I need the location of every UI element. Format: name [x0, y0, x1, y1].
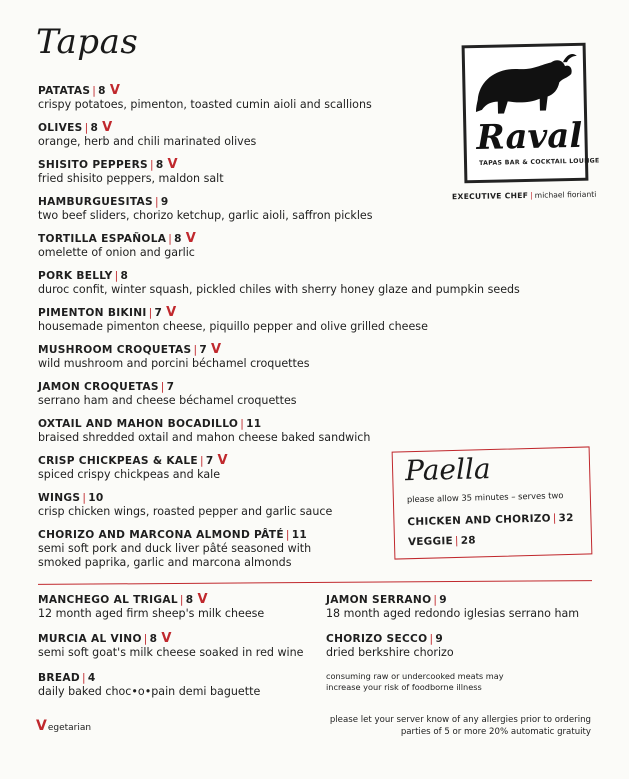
item-name: TORTILLA ESPAÑOLA	[38, 233, 167, 245]
section-divider	[38, 580, 592, 585]
menu-item	[38, 121, 508, 158]
vegetarian-icon: V	[161, 631, 172, 646]
item-price: 9	[160, 196, 169, 208]
paella-item-name: CHICKEN AND CHORIZO	[407, 512, 551, 529]
item-name-line	[38, 593, 328, 607]
item-name: OLIVES	[38, 122, 83, 134]
price-separator: |	[285, 529, 290, 541]
item-name-line	[38, 380, 508, 394]
item-description: semi soft pork and duck liver pâté seasoned with	[38, 542, 312, 555]
item-name: HAMBURGUESITAS	[38, 196, 153, 208]
item-price: 8	[90, 122, 99, 134]
paella-item	[408, 534, 476, 548]
paella-box	[392, 446, 593, 559]
item-description: fried shisito peppers, maldon salt	[38, 172, 224, 185]
item-price: 7	[205, 455, 214, 467]
item-description: spiced crispy chickpeas and kale	[38, 468, 221, 481]
item-price: 8	[185, 594, 194, 606]
menu-item	[38, 84, 508, 121]
item-name-line	[38, 343, 508, 357]
chef-role: EXECUTIVE CHEF	[451, 190, 529, 202]
price-separator: |	[114, 270, 119, 282]
item-description: smoked paprika, garlic and marcona almonds	[38, 556, 292, 569]
item-description: 18 month aged redondo iglesias serrano ham	[326, 607, 580, 620]
item-name-line	[38, 632, 328, 646]
item-name-line	[326, 632, 606, 646]
item-price: 7	[154, 307, 163, 319]
vegetarian-icon: V	[185, 231, 197, 246]
menu-item	[38, 671, 328, 710]
item-name: CHORIZO SECCO	[326, 633, 428, 645]
menu-item	[38, 343, 508, 380]
chef-separator: |	[530, 190, 533, 200]
chef-name: michael fiorianti	[534, 189, 597, 200]
gratuity-note: parties of 5 or more 20% automatic gratuity	[400, 727, 591, 737]
menu-item	[326, 593, 606, 632]
item-name: CHORIZO AND MARCONA ALMOND PÂTÉ	[38, 529, 284, 541]
paella-item-price: 28	[460, 534, 476, 547]
item-price: 8	[98, 85, 106, 97]
item-description: semi soft goat's milk cheese soaked in red wine	[38, 646, 304, 659]
price-separator: |	[81, 672, 86, 684]
menu-item	[38, 593, 328, 632]
price-separator: |	[143, 633, 148, 645]
item-description: daily baked choc•o•pain demi baguette	[38, 685, 261, 698]
paella-item-price: 32	[558, 511, 574, 525]
item-price: 10	[88, 492, 104, 504]
item-price: 8	[155, 159, 164, 171]
price-separator: |	[240, 418, 245, 430]
item-description: duroc confit, winter squash, pickled chiles with sherry honey glaze and pumpkin seeds	[38, 283, 520, 296]
price-separator: |	[160, 381, 165, 393]
price-separator: |	[82, 492, 87, 504]
menu-item	[38, 306, 508, 343]
allergy-note: please let your server know of any allergies prior to ordering	[329, 715, 591, 725]
price-separator: |	[552, 512, 557, 525]
price-separator: |	[429, 633, 434, 645]
menu-item	[38, 632, 328, 671]
vegetarian-icon: V	[166, 305, 177, 320]
paella-note: please allow 35 minutes – serves two	[406, 490, 564, 505]
price-separator: |	[193, 344, 198, 356]
item-name-line	[38, 306, 508, 320]
item-description: serrano ham and cheese béchamel croquettes	[38, 394, 297, 407]
vegetarian-icon: V	[197, 592, 208, 607]
menu-item	[38, 232, 508, 269]
item-description: crispy potatoes, pimenton, toasted cumin aioli and scallions	[38, 98, 372, 111]
item-name: PATATAS	[38, 85, 91, 97]
footer-note	[330, 714, 591, 738]
item-price: 7	[166, 381, 175, 393]
item-name: MUSHROOM CROQUETAS	[38, 344, 192, 356]
menu-item	[38, 195, 508, 232]
item-name: OXTAIL AND MAHON BOCADILLO	[38, 418, 239, 430]
vegetarian-icon: V	[36, 718, 47, 734]
item-name-line	[38, 671, 328, 685]
paella-item	[407, 512, 573, 528]
item-name: MANCHEGO AL TRIGAL	[38, 594, 178, 606]
price-separator: |	[168, 233, 173, 245]
raw-food-warning: consuming raw or undercooked meats may increase your risk of foodborne illness	[326, 671, 504, 692]
meats-list	[326, 593, 606, 692]
item-name: CRISP CHICKPEAS & KALE	[38, 455, 198, 467]
item-name-line	[326, 593, 606, 607]
item-name-line	[38, 195, 508, 209]
item-price: 8	[149, 633, 158, 645]
menu-title: Tapas	[36, 22, 139, 62]
menu-item	[38, 380, 508, 417]
price-separator: |	[149, 159, 154, 171]
item-description: 12 month aged firm sheep's milk cheese	[38, 607, 265, 620]
item-name: BREAD	[38, 672, 80, 684]
item-price: 11	[246, 418, 262, 430]
legend-label: egetarian	[47, 723, 92, 733]
restaurant-logo	[462, 43, 600, 184]
item-description: omelette of onion and garlic	[38, 246, 195, 259]
price-separator: |	[92, 85, 97, 97]
item-price: 9	[439, 594, 447, 606]
price-separator: |	[433, 594, 438, 606]
item-description: crisp chicken wings, roasted pepper and garlic sauce	[38, 505, 333, 518]
item-name-line	[38, 158, 508, 172]
vegetarian-icon: V	[217, 453, 228, 468]
menu-item	[38, 158, 508, 195]
item-description: wild mushroom and porcini béchamel croquettes	[38, 357, 310, 370]
item-name-line	[38, 417, 508, 431]
item-description: two beef sliders, chorizo ketchup, garlic aioli, saffron pickles	[38, 209, 373, 222]
price-separator: |	[148, 307, 153, 319]
item-description: braised shredded oxtail and mahon cheese baked sandwich	[38, 431, 371, 444]
menu-item	[38, 417, 508, 454]
item-price: 8	[120, 270, 129, 282]
item-price: 9	[435, 633, 443, 645]
item-price: 11	[291, 529, 308, 541]
item-name: WINGS	[38, 492, 81, 504]
price-separator: |	[179, 594, 184, 606]
item-name: JAMON SERRANO	[326, 594, 432, 606]
paella-title: Paella	[404, 452, 491, 488]
vegetarian-legend	[36, 718, 91, 734]
vegetarian-icon: V	[102, 120, 113, 135]
executive-chef	[452, 190, 596, 202]
logo-name: Raval	[476, 115, 583, 159]
price-separator: |	[199, 455, 204, 467]
item-name: MURCIA AL VINO	[38, 633, 142, 645]
vegetarian-icon: V	[109, 83, 121, 98]
item-name: PORK BELLY	[38, 270, 113, 282]
menu-item	[326, 632, 606, 671]
item-name-line	[38, 232, 508, 246]
vegetarian-icon: V	[211, 342, 222, 357]
price-separator: |	[454, 534, 459, 547]
item-description: housemade pimenton cheese, piquillo pepper and olive grilled cheese	[38, 320, 428, 333]
vegetarian-icon: V	[167, 157, 178, 172]
item-description: orange, herb and chili marinated olives	[38, 135, 257, 148]
cheese-list	[38, 593, 328, 710]
item-name-line	[38, 84, 508, 98]
item-description: dried berkshire chorizo	[326, 646, 454, 659]
menu-item	[38, 269, 520, 306]
item-name: JAMON CROQUETAS	[38, 381, 159, 393]
item-name-line	[38, 121, 508, 135]
paella-item-name: VEGGIE	[407, 535, 454, 549]
logo-subtitle: TAPAS BAR & COCKTAIL LOUNGE	[478, 157, 600, 167]
item-name: SHISITO PEPPERS	[38, 159, 148, 171]
item-price: 4	[87, 672, 96, 684]
price-separator: |	[154, 196, 159, 208]
price-separator: |	[84, 122, 89, 134]
item-price: 7	[199, 344, 208, 356]
item-name: PIMENTON BIKINI	[38, 307, 147, 319]
item-name-line	[38, 269, 508, 283]
item-price: 8	[174, 233, 182, 245]
